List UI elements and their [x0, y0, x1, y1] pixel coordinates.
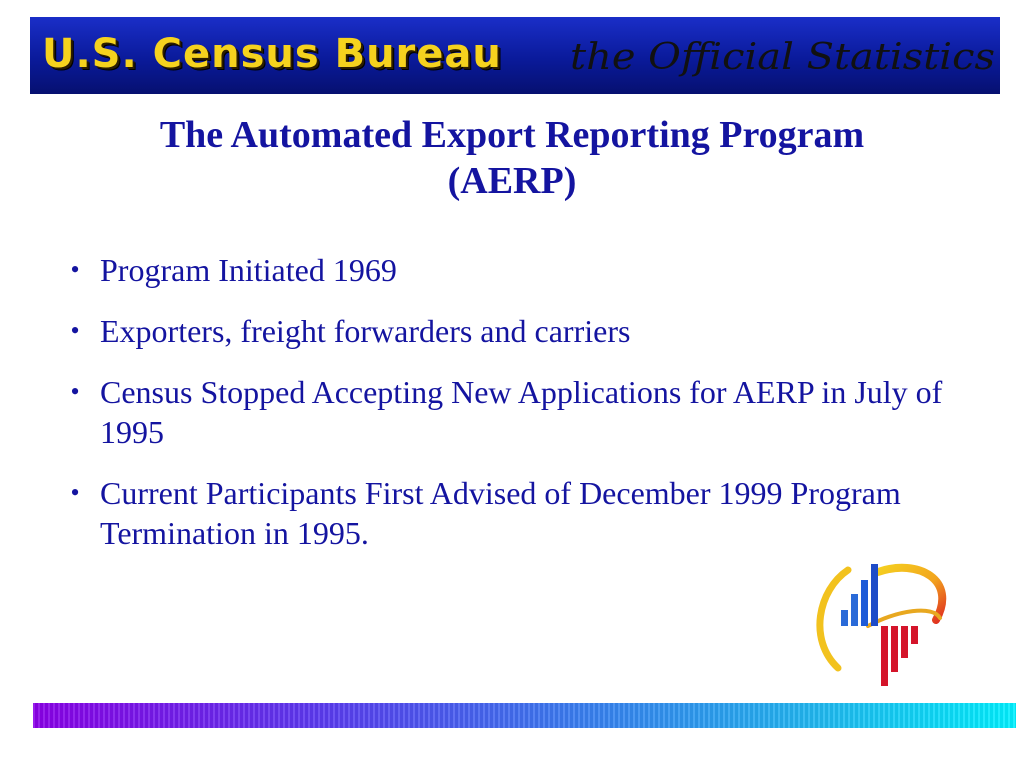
bullet-item: [60, 250, 960, 290]
bullet-icon: •: [70, 377, 80, 406]
bullet-list: [60, 250, 960, 574]
bullet-text: Exporters, freight forwarders and carriers: [100, 313, 631, 349]
banner-agency-name: U.S. Census Bureau: [42, 31, 502, 77]
census-banner: [30, 17, 1000, 94]
banner-tagline-script: [570, 27, 1000, 87]
bullet-icon: •: [70, 255, 80, 284]
bullet-text: Program Initiated 1969: [100, 252, 397, 288]
svg-text:the Official Statistics: the Official Statistics: [570, 37, 995, 78]
slide-title-line1: The Automated Export Reporting Program: [159, 114, 865, 156]
footer-texture: [33, 703, 1016, 728]
bullet-item: [60, 473, 960, 553]
bullet-icon: •: [70, 316, 80, 345]
bullet-text: Current Participants First Advised of December 1999 Program Termination in 1995.: [100, 475, 901, 551]
bullet-item: [60, 311, 960, 351]
bullet-item: [60, 372, 960, 452]
slide-title: [40, 112, 984, 204]
slide-title-line2: (AERP): [447, 160, 577, 202]
bullet-text: Census Stopped Accepting New Applications for AERP in July of 1995: [100, 374, 943, 450]
census-logo-icon: [808, 550, 958, 690]
bullet-icon: •: [70, 478, 80, 507]
footer-gradient-bar: [33, 703, 1016, 728]
